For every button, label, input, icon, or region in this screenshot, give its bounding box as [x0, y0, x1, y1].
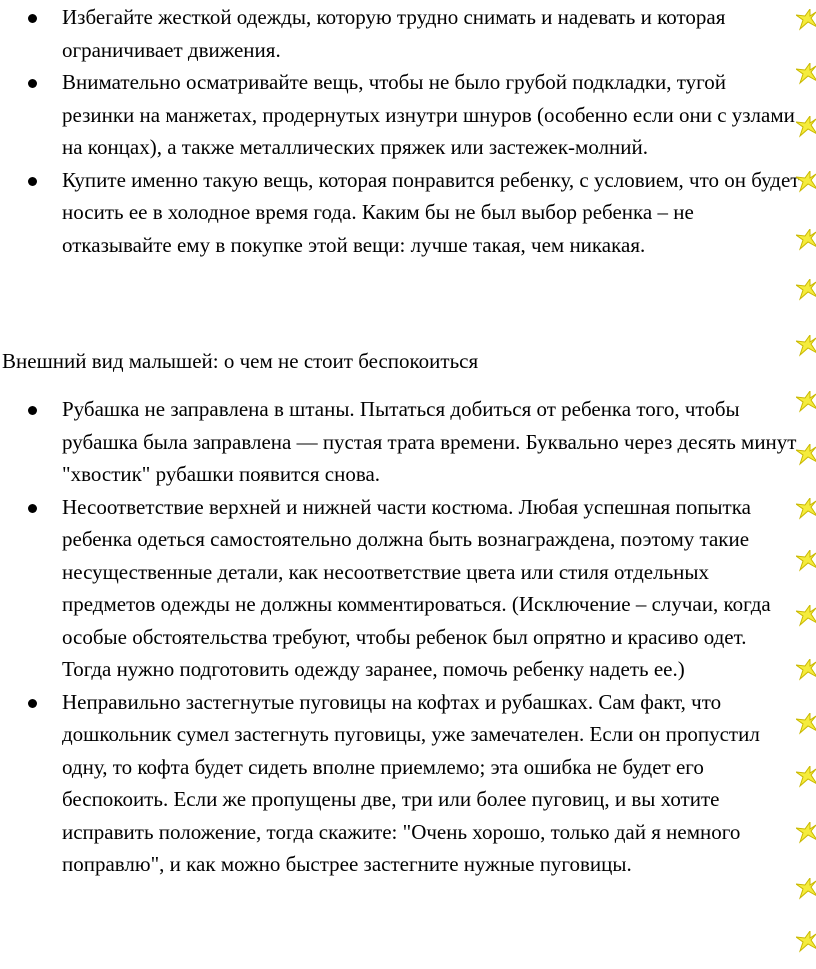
star-icon — [796, 765, 816, 787]
star-icon — [796, 334, 816, 356]
star-icon — [796, 877, 816, 899]
bullet-icon — [28, 504, 37, 513]
star-icon — [796, 228, 816, 250]
list-item-text: Неправильно застегнутые пуговицы на кофтах и рубашках. Сам факт, что дошкольник сумел застегнуть пуговицы, уже замечателен. Если он пропустил одну, то кофта будет сидеть вполне приемлемо; эта ошибка не будет его беспокоить. Если же пропущены две, три или более пуговиц, и вы хотите исправить положение, тогда скажите: "Очень хорошо, только дай я немного поправлю", и как можно быстрее застегните нужные пуговицы. — [62, 689, 760, 876]
star-icon — [796, 658, 816, 680]
list-item-text: Купите именно такую вещь, которая понравится ребенку, с условием, что он будет носить ее в холодное время года. Каким бы не был выбор ребенка – не отказывайте ему в покупке этой вещи: лучше такая, чем никакая. — [62, 167, 800, 257]
star-icon — [796, 604, 816, 626]
star-icon — [796, 115, 816, 137]
bullet-icon — [28, 177, 37, 186]
bullet-icon — [28, 699, 37, 708]
list-item-text: Внимательно осматривайте вещь, чтобы не было грубой подкладки, тугой резинки на манжетах, продернутых изнутри шнуров (особенно если они с узлами на концах), а также металлических пряжек или застежек-молний. — [62, 70, 795, 159]
star-icon — [796, 821, 816, 843]
list-item-text: Рубашка не заправлена в штаны. Пытаться добиться от ребенка того, чтобы рубашка была заправлена — пустая трата времени. Буквально через десять минут "хвостик" рубашки появится снова. — [62, 397, 797, 486]
list-item — [0, 491, 800, 686]
list-item-text: Избегайте жесткой одежды, которую трудно снимать и надевать и которая ограничивает движения. — [62, 5, 726, 62]
bullet-icon — [28, 79, 37, 88]
bullet-list-top — [0, 1, 800, 261]
list-item — [0, 164, 800, 262]
list-item — [0, 1, 800, 66]
bullet-list-bottom — [0, 393, 800, 881]
star-icon — [796, 930, 816, 952]
star-icon — [796, 8, 816, 30]
star-icon — [796, 62, 816, 84]
star-border-decoration — [794, 0, 816, 969]
star-icon — [796, 497, 816, 519]
list-item — [0, 686, 800, 881]
star-icon — [796, 443, 816, 465]
star-icon — [796, 712, 816, 734]
star-icon — [796, 170, 816, 192]
star-icon — [796, 278, 816, 300]
list-item — [0, 66, 800, 164]
section-heading: Внешний вид малышей: о чем не стоит беспокоиться — [2, 349, 479, 373]
star-icon — [796, 390, 816, 412]
list-item-text: Несоответствие верхней и нижней части костюма. Любая успешная попытка ребенка одеться самостоятельно должна быть вознаграждена, поэтому такие несущественные детали, как несоответствие цвета или стиля отдельных предметов одежды не должны комментироваться. (Исключение – случаи, когда особые обстоятельства требуют, чтобы ребенок был опрятно и красиво одет. Тогда нужно подготовить одежду заранее, помочь ребенку надеть ее.) — [62, 494, 771, 681]
bullet-icon — [28, 14, 37, 23]
list-item — [0, 393, 800, 491]
bullet-icon — [28, 406, 37, 415]
star-icon — [796, 549, 816, 571]
